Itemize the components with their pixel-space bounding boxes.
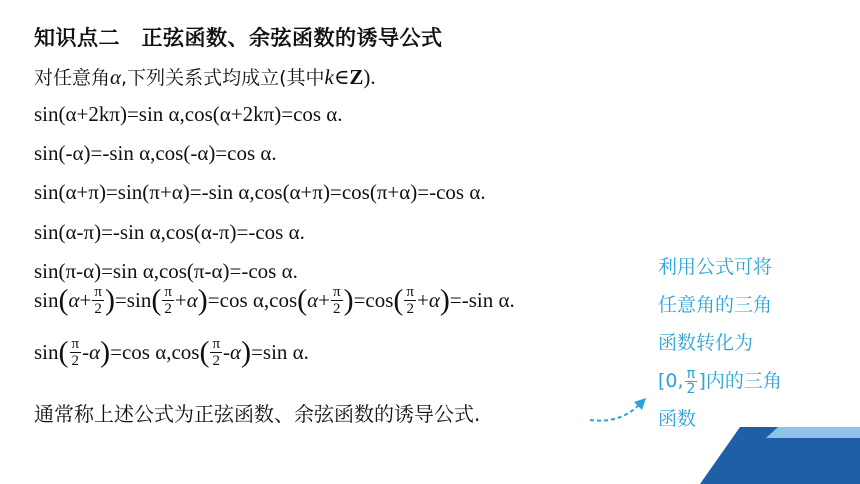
formula-3: sin(α+π)=sin(π+α)=-sin α,cos(α+π)=cos(π+α)=-cos α. (34, 180, 486, 204)
f6-alpha: α (68, 288, 80, 312)
intro-middle: ,下列关系式均成立(其中 (121, 67, 325, 89)
intro-line (34, 63, 376, 90)
intro-in: ∈ (333, 65, 350, 89)
frac-num: π (94, 284, 102, 300)
frac-num: π (406, 284, 414, 300)
pi-over-2 (331, 284, 343, 317)
paren-open: ( (393, 283, 404, 317)
paren-open: ( (58, 283, 69, 317)
frac-den: 2 (212, 353, 220, 369)
f6-eq-neg-sin-alpha: =-sin α. (449, 288, 515, 312)
formula-5: sin(π-α)=sin α,cos(π-α)=-cos α. (34, 259, 298, 283)
f6-eq-cos-alpha-cos: =cos α,cos (207, 288, 298, 312)
f6-alpha: α (186, 288, 198, 312)
note-line-1: 利用公式可将 (658, 256, 773, 278)
f6-plus: + (318, 288, 330, 312)
paren-close: ) (343, 283, 354, 317)
pi-over-2 (92, 284, 104, 317)
paren-close: ) (241, 335, 252, 369)
paren-close: ) (197, 283, 208, 317)
paren-open: ( (297, 283, 308, 317)
intro-alpha: α (110, 65, 122, 89)
f6-alpha: α (307, 288, 319, 312)
formula-1: sin(α+2kπ)=sin α,cos(α+2kπ)=cos α. (34, 102, 343, 126)
pi-over-2 (210, 336, 222, 369)
f6-plus: + (174, 288, 187, 312)
frac-num: π (685, 367, 698, 382)
paren-close: ) (104, 283, 115, 317)
dashed-arrow-curve (590, 404, 640, 421)
formula-6 (34, 284, 515, 317)
paren-open: ( (58, 335, 69, 369)
f6-eq-sin: =sin (114, 288, 152, 312)
f7-alpha: α (89, 340, 101, 364)
intro-suffix: ). (363, 65, 376, 89)
formula-2: sin(-α)=-sin α,cos(-α)=cos α. (34, 141, 277, 165)
f7-alpha: α (230, 340, 242, 364)
frac-den: 2 (164, 301, 172, 317)
frac-den: 2 (686, 381, 696, 397)
f7-sin: sin (34, 340, 59, 364)
frac-num: π (212, 336, 221, 352)
f6-plus: + (79, 288, 92, 312)
intro-prefix: 对任意角 (34, 67, 111, 89)
f7-minus: - (223, 340, 231, 364)
paren-open: ( (199, 335, 210, 369)
pi-over-2 (404, 284, 416, 317)
note-line-2: 任意角的三角 (658, 294, 773, 316)
pi-over-2 (162, 284, 174, 317)
intro-z: Z (349, 65, 364, 89)
note-line-4 (658, 362, 818, 400)
note-line-5: 函数 (658, 408, 697, 430)
pi-over-2 (70, 336, 82, 369)
conclusion-text: 通常称上述公式为正弦函数、余弦函数的诱导公式. (34, 402, 481, 426)
f6-plus: + (417, 288, 429, 312)
note-interval-open: [0, (658, 370, 684, 392)
f7-eq-cos-alpha: =cos α,cos (110, 340, 200, 364)
f6-eq-cos: =cos (353, 288, 394, 312)
paren-close: ) (100, 335, 111, 369)
side-note (658, 248, 818, 438)
f6-alpha: α (428, 288, 440, 312)
note-line-3: 函数转化为 (658, 332, 754, 354)
frac-den: 2 (406, 301, 414, 317)
f7-eq-sin-alpha: =sin α. (251, 340, 309, 364)
paren-open: ( (151, 283, 162, 317)
frac-den: 2 (71, 353, 80, 369)
frac-num: π (333, 284, 341, 300)
frac-den: 2 (333, 301, 341, 317)
note-pi-over-2 (685, 367, 698, 396)
frac-num: π (164, 284, 172, 300)
section-title: 知识点二 正弦函数、余弦函数的诱导公式 (34, 26, 443, 50)
intro-k: k (324, 65, 334, 89)
paren-close: ) (439, 283, 450, 317)
arrow-head-icon (634, 398, 646, 410)
note-interval-close: ]内的三角 (698, 370, 782, 392)
f7-minus: - (82, 340, 90, 364)
frac-num: π (71, 336, 80, 352)
formula-7 (34, 336, 309, 369)
f6-sin: sin (34, 288, 59, 312)
frac-den: 2 (94, 301, 102, 317)
formula-4: sin(α-π)=-sin α,cos(α-π)=-cos α. (34, 220, 305, 244)
